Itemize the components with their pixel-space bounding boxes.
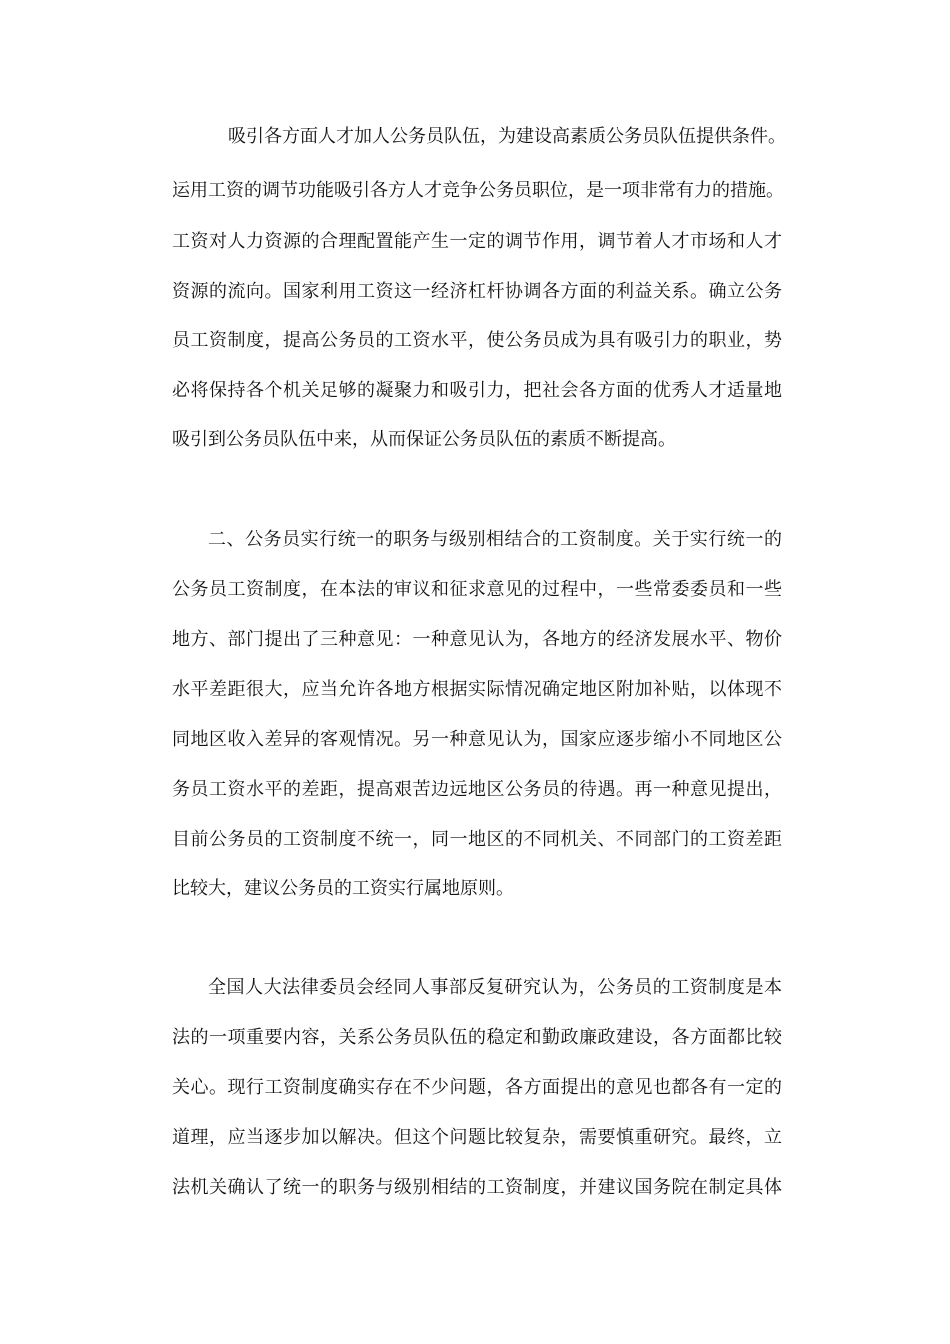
paragraph-1-line-7: 吸引到公务员队伍中来，从而保证公务员队伍的素质不断提高。 bbox=[172, 429, 676, 450]
paragraph-2-line-3: 地方、部门提出了三种意见：一种意见认为，各地方的经济发展水平、物价 bbox=[172, 629, 782, 650]
paragraph-2-line-5: 同地区收入差异的客观情况。另一种意见认为，国家应逐步缩小不同地区公 bbox=[172, 729, 782, 750]
paragraph-2-line-6: 务员工资水平的差距，提高艰苦边远地区公务员的待遇。再一种意见提出， bbox=[172, 779, 782, 800]
paragraph-1-line-3: 工资对人力资源的合理配置能产生一定的调节作用，调节着人才市场和人才 bbox=[172, 231, 782, 252]
paragraph-1-line-5: 员工资制度，提高公务员的工资水平，使公务员成为具有吸引力的职业，势 bbox=[172, 330, 782, 351]
paragraph-2-line-8: 比较大，建议公务员的工资实行属地原则。 bbox=[172, 878, 514, 899]
paragraph-3-line-4: 道理，应当逐步加以解决。但这个问题比较复杂，需要慎重研究。最终，立 bbox=[172, 1127, 782, 1148]
paragraph-3-line-1: 全国人大法律委员会经同人事部反复研究认为，公务员的工资制度是本 bbox=[208, 977, 782, 998]
paragraph-2-line-4: 水平差距很大，应当允许各地方根据实际情况确定地区附加补贴，以体现不 bbox=[172, 679, 782, 700]
paragraph-1-line-6: 必将保持各个机关足够的凝聚力和吸引力，把社会各方面的优秀人才适量地 bbox=[172, 380, 782, 401]
paragraph-3-line-3: 关心。现行工资制度确实存在不少问题，各方面提出的意见也都各有一定的 bbox=[172, 1077, 782, 1098]
paragraph-2-line-7: 目前公务员的工资制度不统一，同一地区的不同机关、不同部门的工资差距 bbox=[172, 829, 782, 850]
paragraph-2-line-1: 二、公务员实行统一的职务与级别相结合的工资制度。关于实行统一的 bbox=[208, 529, 782, 550]
paragraph-3-line-2: 法的一项重要内容，关系公务员队伍的稳定和勤政廉政建设，各方面都比较 bbox=[172, 1027, 782, 1048]
paragraph-3-line-5: 法机关确认了统一的职务与级别相结的工资制度，并建议国务院在制定具体 bbox=[172, 1177, 782, 1198]
paragraph-1-line-1: 吸引各方面人才加人公务员队伍，为建设高素质公务员队伍提供条件。 bbox=[228, 126, 786, 147]
paragraph-2-line-2: 公务员工资制度，在本法的审议和征求意见的过程中，一些常委委员和一些 bbox=[172, 579, 782, 600]
paragraph-1-line-4: 资源的流向。国家利用工资这一经济杠杆协调各方面的利益关系。确立公务 bbox=[172, 281, 782, 302]
paragraph-1-line-2: 运用工资的调节功能吸引各方人才竞争公务员职位，是一项非常有力的措施。 bbox=[172, 180, 784, 201]
